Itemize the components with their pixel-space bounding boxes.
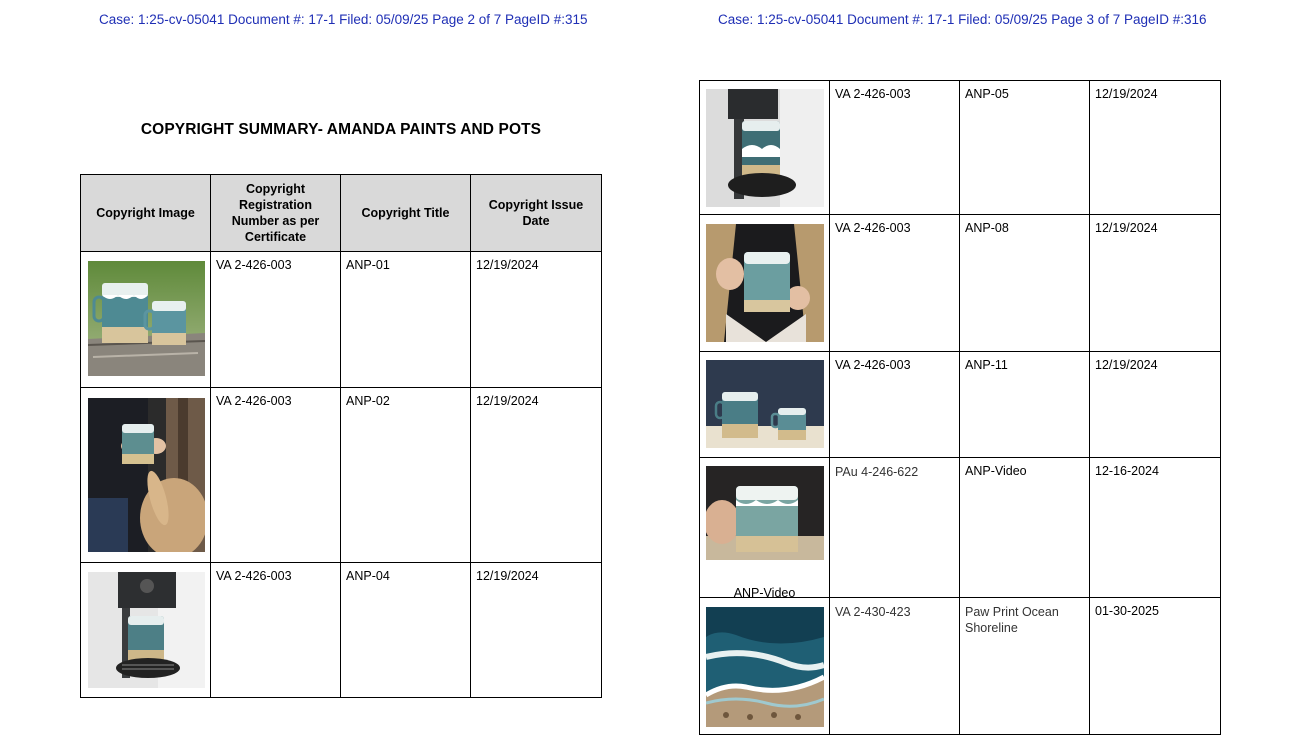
image-cell — [700, 81, 830, 215]
date-cell: 12/19/2024 — [1090, 352, 1221, 458]
table-row — [81, 388, 602, 563]
mug-on-coffee-machine-photo — [88, 572, 205, 688]
image-cell — [700, 352, 830, 458]
column-header-image: Copyright Image — [81, 175, 211, 252]
table-row — [700, 81, 1221, 215]
image-cell — [81, 252, 211, 388]
image-cell — [81, 388, 211, 563]
registration-cell: VA 2-426-003 — [830, 215, 960, 352]
column-header-title: Copyright Title — [341, 175, 471, 252]
registration-cell: VA 2-426-003 — [830, 352, 960, 458]
mug-video-still-photo — [706, 466, 824, 560]
title-cell: ANP-02 — [341, 388, 471, 563]
date-cell: 12/19/2024 — [471, 252, 602, 388]
image-cell — [81, 563, 211, 698]
registration-cell: PAu 4-246-622 — [830, 458, 960, 598]
date-cell: 12-16-2024 — [1090, 458, 1221, 598]
image-cell — [700, 458, 830, 598]
title-cell: ANP-05 — [960, 81, 1090, 215]
title-cell: Paw Print Ocean Shoreline — [960, 598, 1090, 735]
mug-held-in-hands-photo — [706, 224, 824, 342]
mug-on-coffee-machine-photo — [706, 89, 824, 207]
title-cell: ANP-Video — [960, 458, 1090, 598]
table-row — [700, 215, 1221, 352]
table-header-row — [81, 175, 602, 252]
date-cell: 12/19/2024 — [471, 563, 602, 698]
two-mugs-on-log-photo — [88, 261, 205, 376]
date-cell: 12/19/2024 — [471, 388, 602, 563]
registration-cell: VA 2-426-003 — [211, 388, 341, 563]
table-row — [700, 598, 1221, 735]
paw-print-ocean-tray-photo — [706, 607, 824, 727]
image-caption: ANP-Video — [733, 586, 796, 600]
page-title: COPYRIGHT SUMMARY- AMANDA PAINTS AND POTS — [140, 121, 542, 138]
table-row — [81, 252, 602, 388]
registration-cell: VA 2-426-003 — [211, 252, 341, 388]
table-row — [700, 458, 1221, 598]
column-header-date: Copyright Issue Date — [471, 175, 602, 252]
mug-held-with-dog-photo — [88, 398, 205, 552]
registration-cell: VA 2-426-003 — [830, 81, 960, 215]
title-cell: ANP-01 — [341, 252, 471, 388]
registration-cell: VA 2-426-003 — [211, 563, 341, 698]
date-cell: 12/19/2024 — [1090, 215, 1221, 352]
table-row — [700, 352, 1221, 458]
title-cell: ANP-04 — [341, 563, 471, 698]
title-cell: ANP-11 — [960, 352, 1090, 458]
column-header-registration: Copyright Registration Number as per Certificate — [211, 175, 341, 252]
title-cell: ANP-08 — [960, 215, 1090, 352]
left-copyright-table — [80, 174, 602, 698]
left-page-header: Case: 1:25-cv-05041 Document #: 17-1 Filed: 05/09/25 Page 2 of 7 PageID #:315 — [99, 12, 588, 27]
table-row — [81, 563, 602, 698]
right-page-header: Case: 1:25-cv-05041 Document #: 17-1 Filed: 05/09/25 Page 3 of 7 PageID #:316 — [718, 12, 1207, 27]
date-cell: 12/19/2024 — [1090, 81, 1221, 215]
image-cell — [700, 598, 830, 735]
date-cell: 01-30-2025 — [1090, 598, 1221, 735]
image-cell — [700, 215, 830, 352]
registration-cell: VA 2-430-423 — [830, 598, 960, 735]
right-copyright-table — [699, 80, 1221, 735]
two-mugs-on-table-photo — [706, 360, 824, 448]
